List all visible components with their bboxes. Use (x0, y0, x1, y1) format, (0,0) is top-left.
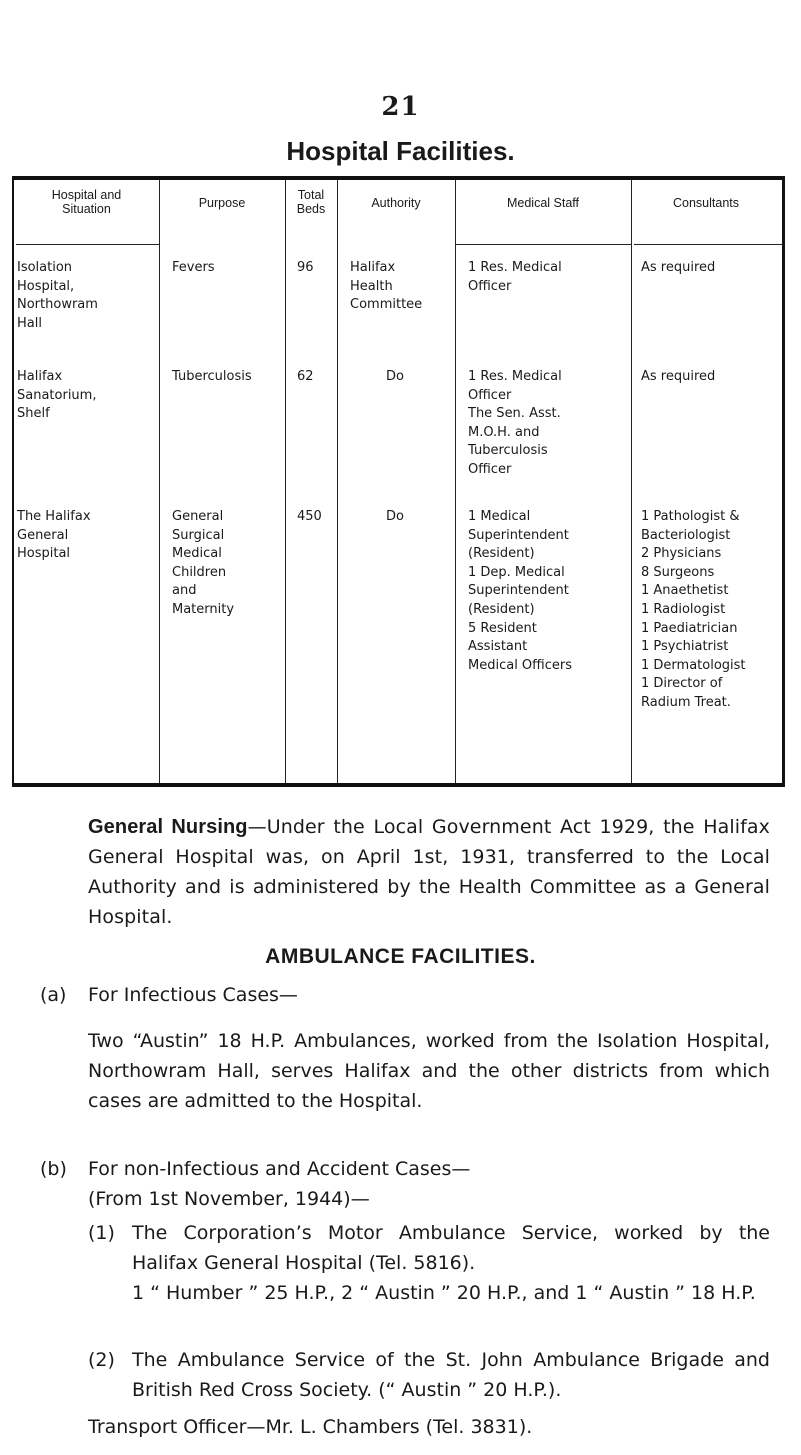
row1-authority: Halifax Health Committee (350, 260, 423, 313)
header-medical-staff: Medical Staff (506, 196, 580, 210)
row2-hospital: Halifax Sanatorium, Shelf (17, 369, 97, 422)
item-1-text: The Corporation’s Motor Ambulance Service, worked by the Halifax General Hospital (Tel. 5816). (132, 1222, 770, 1274)
row3-medical-staff: 1 Medical Superintendent (Resident) 1 Dep. Medical Superintendent (Resident) 5 Resident Assistant Medical Officers (468, 509, 572, 673)
row1-purpose: Fevers (172, 260, 215, 275)
row1-consultants: As required (641, 260, 716, 275)
header-rule (634, 244, 782, 245)
row3-purpose: General Surgical Medical Children and Maternity (172, 509, 235, 617)
column-divider (159, 180, 160, 783)
section-a-body: Two “Austin” 18 H.P. Ambulances, worked from the Isolation Hospital, Northowram Hall, serves Halifax and the other districts from which cases are admitted to the Hospital. (88, 1030, 770, 1112)
transport-officer-line: Transport Officer—Mr. L. Chambers (Tel. 3831). (88, 1416, 533, 1438)
section-a-label: (a) (40, 984, 67, 1006)
column-divider (631, 180, 632, 783)
row2-consultants: As required (641, 369, 716, 384)
header-consultants: Consultants (672, 196, 739, 210)
section-b-label: (b) (40, 1158, 67, 1180)
header-hospital: Hospital and Situation (51, 188, 122, 216)
row1-medical-staff: 1 Res. Medical Officer (468, 260, 562, 294)
row1-hospital: Isolation Hospital, Northowram Hall (17, 260, 98, 331)
general-nursing-paragraph (88, 812, 770, 932)
header-rule (16, 244, 159, 245)
general-nursing-text: —Under the Local Government Act 1929, the Halifax General Hospital was, on April 1st, 1931, transferred to the Local Authority and is administered by the Health Committee as a General Hospital. (88, 816, 770, 928)
row1-beds: 96 (297, 260, 314, 275)
item-2-text: The Ambulance Service of the St. John Ambulance Brigade and British Red Cross Society. (“ Austin ” 20 H.P.). (132, 1349, 770, 1401)
section-b-heading: For non-Infectious and Accident Cases— (88, 1158, 471, 1180)
row2-authority: Do (386, 369, 404, 384)
column-divider (337, 180, 338, 783)
row3-beds: 450 (297, 509, 322, 524)
page-number: 21 (381, 92, 420, 122)
row3-authority: Do (386, 509, 404, 524)
item-1-vehicles: 1 “ Humber ” 25 H.P., 2 “ Austin ” 20 H.P., and 1 “ Austin ” 18 H.P. (132, 1282, 756, 1304)
header-rule (455, 244, 631, 245)
header-authority: Authority (371, 196, 421, 210)
page-title: Hospital Facilities. (286, 136, 515, 166)
ambulance-facilities-heading: AMBULANCE FACILITIES. (265, 945, 536, 968)
row2-purpose: Tuberculosis (172, 369, 252, 384)
item-1-label: (1) (88, 1222, 115, 1244)
row2-beds: 62 (297, 369, 314, 384)
column-divider (455, 180, 456, 783)
header-purpose: Purpose (198, 196, 246, 210)
row3-hospital: The Halifax General Hospital (17, 509, 91, 562)
row2-medical-staff: 1 Res. Medical Officer The Sen. Asst. M.O.H. and Tuberculosis Officer (468, 369, 562, 477)
hospital-facilities-table (12, 176, 785, 787)
item-2-label: (2) (88, 1349, 115, 1371)
row3-consultants: 1 Pathologist & Bacteriologist 2 Physicians 8 Surgeons 1 Anaethetist 1 Radiologist 1 Paediatrician 1 Psychiatrist 1 Dermatologist 1 Director of Radium Treat. (641, 509, 746, 710)
section-b-subheading: (From 1st November, 1944)— (88, 1188, 370, 1210)
column-divider (285, 180, 286, 783)
section-a-heading: For Infectious Cases— (88, 984, 298, 1006)
general-nursing-heading: General Nursing (88, 816, 248, 838)
header-beds: Total Beds (296, 188, 326, 216)
